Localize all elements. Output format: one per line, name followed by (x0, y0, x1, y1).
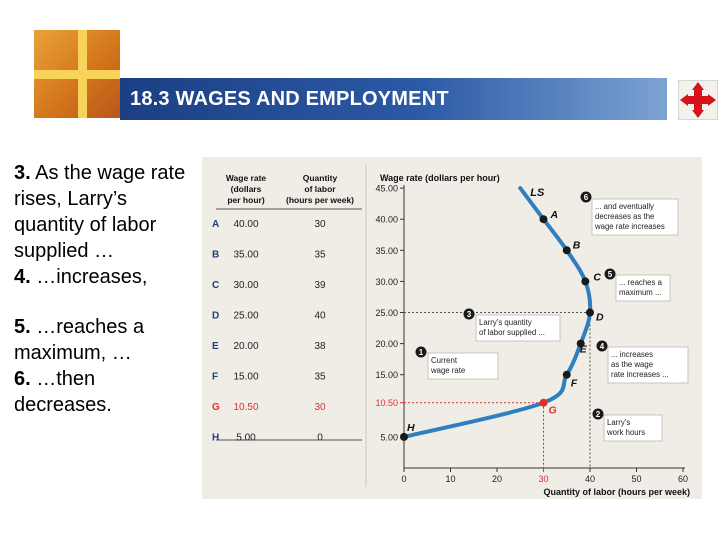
page-title: 18.3 WAGES AND EMPLOYMENT (130, 88, 449, 110)
annotation-text: wage rate (431, 366, 466, 375)
bullet-text: …then decreases. (14, 368, 112, 416)
table-header-wage: Wage rate (225, 173, 267, 183)
bullet-text: …reaches a maximum, … (14, 316, 145, 364)
table-cell-wage: 30.00 (233, 280, 259, 291)
table-header-wage: per hour) (227, 195, 265, 205)
annotation-number: 1 (418, 348, 424, 357)
data-point-label: G (548, 404, 557, 417)
y-tick-label: 30.00 (375, 276, 398, 287)
logo-cross-horizontal (34, 70, 120, 79)
annotation-number: 2 (595, 410, 601, 419)
table-row-label: F (212, 371, 219, 383)
labor-supply-figure (202, 157, 702, 499)
table-row-label: C (212, 280, 220, 291)
table-cell-hours: 40 (314, 310, 326, 322)
table-cell-hours: 38 (314, 341, 326, 352)
y-tick-label: 5.00 (380, 432, 398, 443)
annotation-number: 3 (466, 310, 472, 319)
annotation-text: as the wage (611, 360, 654, 369)
table-header-quantity: (hours per week) (285, 195, 355, 205)
table-row-label: D (212, 310, 220, 322)
table-cell-wage: 5.00 (236, 432, 256, 444)
bullet-item (14, 160, 190, 264)
x-tick-label: 50 (631, 474, 642, 484)
table-header-wage: (dollars (230, 184, 262, 194)
logo (34, 30, 120, 118)
y-tick-label: 35.00 (375, 245, 398, 256)
data-point-label: H (407, 421, 415, 434)
annotation-text: maximum ... (619, 288, 662, 297)
bullet-number: 3. (14, 162, 31, 184)
table-cell-hours: 0 (317, 432, 323, 444)
x-tick-label: 60 (677, 474, 689, 484)
data-point (563, 246, 571, 254)
annotation-text: ... and eventually (595, 202, 654, 211)
y-tick-label: 20.00 (375, 339, 398, 350)
data-point (540, 399, 548, 407)
annotation-text: of labor supplied ... (479, 328, 545, 337)
table-cell-hours: 30 (314, 219, 326, 230)
x-tick-label: 30 (538, 474, 549, 484)
annotation-text: ... reaches a (619, 278, 662, 287)
bullet-item (14, 264, 190, 290)
bullet-text: …increases, (36, 266, 148, 288)
y-tick-label: 45.00 (375, 183, 398, 194)
data-point (540, 215, 548, 223)
x-tick-label: 40 (584, 474, 596, 484)
data-point-label: D (596, 311, 604, 324)
table-cell-wage: 10.50 (233, 402, 259, 413)
y-tick-label: 15.00 (375, 370, 398, 381)
table-cell-wage: 40.00 (233, 219, 259, 230)
bullet-item (14, 366, 190, 418)
data-point-label: B (572, 239, 581, 252)
bullet-number: 5. (14, 316, 31, 338)
data-point-label: E (579, 343, 587, 356)
y-tick-label: 10.50 (375, 398, 398, 409)
annotation-text: decreases as the (595, 212, 655, 221)
annotation-text: rate increases ... (611, 370, 669, 379)
table-cell-wage: 15.00 (233, 371, 259, 383)
table-cell-hours: 35 (314, 371, 326, 383)
data-point (581, 277, 589, 285)
annotation-text: Larry’s (607, 418, 631, 427)
table-cell-wage: 20.00 (233, 341, 259, 352)
bullet-number: 6. (14, 368, 31, 390)
bullet-item (14, 314, 190, 366)
table-cell-hours: 35 (314, 249, 326, 261)
bullet-number: 4. (14, 266, 31, 288)
figure-panel (202, 157, 702, 499)
table-cell-wage: 35.00 (233, 249, 259, 261)
data-point-label: C (593, 271, 601, 284)
table-header-quantity: of labor (304, 184, 336, 194)
data-point (563, 371, 571, 379)
table-header-quantity: Quantity (302, 173, 338, 183)
annotation-number: 6 (583, 193, 589, 202)
annotation-number: 4 (599, 342, 605, 351)
annotation-text: Current (431, 356, 457, 365)
y-tick-label: 25.00 (375, 308, 398, 318)
table-row-label: B (212, 249, 220, 261)
navigation-arrows-icon[interactable] (678, 80, 718, 120)
annotation-text: wage rate increases (595, 222, 665, 231)
x-axis-title: Quantity of labor (hours per week) (543, 487, 690, 497)
bullet-text: As the wage rate rises, Larry’s quantity of labor supplied … (14, 162, 186, 262)
x-tick-label: 20 (491, 474, 503, 484)
table-cell-wage: 25.00 (233, 310, 259, 322)
x-tick-label: 0 (401, 474, 407, 484)
table-row-label: H (212, 432, 220, 444)
table-row-label: E (212, 341, 219, 352)
table-cell-hours: 39 (314, 280, 326, 291)
annotation-number: 5 (607, 270, 613, 279)
data-point (400, 433, 408, 441)
data-point (586, 309, 594, 317)
bullet-list (14, 160, 190, 418)
table-cell-hours: 30 (314, 402, 326, 413)
table-row-label: G (212, 402, 220, 413)
y-tick-label: 40.00 (375, 214, 398, 225)
data-point-label: A (550, 209, 559, 222)
x-tick-label: 10 (445, 474, 456, 484)
data-point-label: F (570, 377, 578, 390)
annotation-text: Larry’s quantity (479, 318, 532, 327)
curve-label: LS (530, 187, 545, 200)
annotation-text: ... increases (611, 350, 654, 359)
annotation-text: work hours (607, 428, 646, 437)
y-axis-title: Wage rate (dollars per hour) (380, 173, 500, 183)
table-row-label: A (212, 219, 220, 230)
